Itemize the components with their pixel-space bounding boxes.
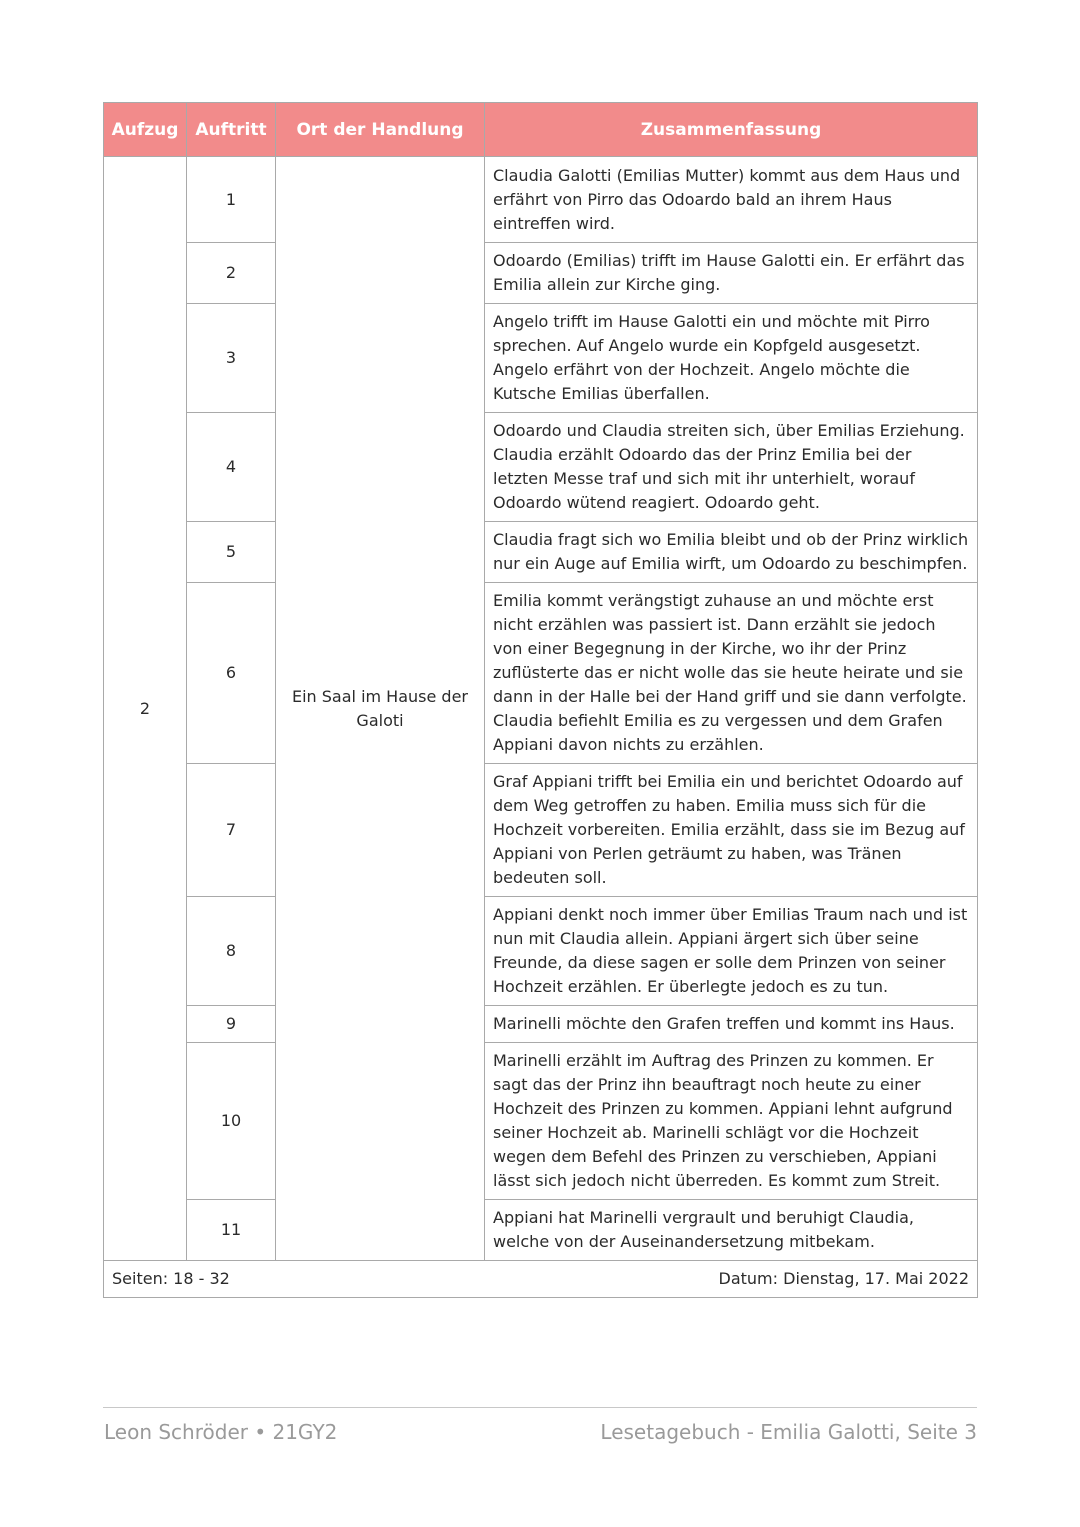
aufzug-number: 2 [104,157,187,1261]
auftritt-number: 7 [187,764,276,897]
auftritt-number: 5 [187,522,276,583]
entry-date: Datum: Dienstag, 17. Mai 2022 [718,1269,969,1288]
header-auftritt: Auftritt [187,103,276,157]
scene-table [103,102,978,1298]
auftritt-number: 4 [187,413,276,522]
header-ort: Ort der Handlung [276,103,485,157]
summary-text: Emilia kommt verängstigt zuhause an und möchte erst nicht erzählen was passiert ist. Dann erzählt sie jedoch von einer Begegnung in der Kirche, wo ihr der Prinz zuflüsterte das er nicht wolle das sie heute heirate und sie dann in der Halle bei der Hand griff und sie dann verfolgte. Claudia befiehlt Emilia es zu vergessen und dem Grafen Appiani davon nichts zu erzählen. [485,583,978,764]
table-row [104,522,978,583]
table-footer-cell [104,1261,978,1298]
auftritt-number: 1 [187,157,276,243]
author-class: Leon Schröder • 21GY2 [104,1420,338,1444]
summary-text: Appiani hat Marinelli vergrault und beruhigt Claudia, welche von der Auseinandersetzung mitbekam. [485,1200,978,1261]
header-summary: Zusammenfassung [485,103,978,157]
table-header-row [104,103,978,157]
summary-text: Graf Appiani trifft bei Emilia ein und berichtet Odoardo auf dem Weg getroffen zu haben. Emilia muss sich für die Hochzeit vorbereiten. Emilia erzählt, dass sie im Bezug auf Appiani von Perlen geträumt zu haben, was Tränen bedeuten soll. [485,764,978,897]
auftritt-number: 2 [187,243,276,304]
footer-divider [103,1407,977,1408]
ort-der-handlung: Ein Saal im Hause der Galoti [276,157,485,1261]
summary-text: Angelo trifft im Hause Galotti ein und möchte mit Pirro sprechen. Auf Angelo wurde ein Kopfgeld ausgesetzt. Angelo erfährt von der Hochzeit. Angelo möchte die Kutsche Emilias überfallen. [485,304,978,413]
table-row [104,583,978,764]
auftritt-number: 8 [187,897,276,1006]
auftritt-number: 6 [187,583,276,764]
auftritt-number: 9 [187,1006,276,1043]
table-row [104,243,978,304]
summary-text: Marinelli erzählt im Auftrag des Prinzen zu kommen. Er sagt das der Prinz ihn beauftragt noch heute zu einer Hochzeit des Prinzen zu kommen. Appiani lehnt aufgrund seiner Hochzeit ab. Marinelli schlägt vor die Hochzeit wegen dem Befehl des Prinzen zu verschieben, Appiani lässt sich jedoch nicht überreden. Es kommt zum Streit. [485,1043,978,1200]
document-title-page: Lesetagebuch - Emilia Galotti, Seite 3 [600,1420,977,1444]
summary-text: Claudia fragt sich wo Emilia bleibt und ob der Prinz wirklich nur ein Auge auf Emilia wirft, um Odoardo zu beschimpfen. [485,522,978,583]
table-row [104,157,978,243]
table-row [104,1006,978,1043]
page-footer [104,1420,977,1444]
pages-range: Seiten: 18 - 32 [112,1269,230,1288]
table-row [104,304,978,413]
auftritt-number: 3 [187,304,276,413]
summary-text: Odoardo (Emilias) trifft im Hause Galotti ein. Er erfährt das Emilia allein zur Kirche ging. [485,243,978,304]
auftritt-number: 11 [187,1200,276,1261]
table-row [104,1043,978,1200]
table-row [104,413,978,522]
summary-text: Odoardo und Claudia streiten sich, über Emilias Erziehung. Claudia erzählt Odoardo das der Prinz Emilia bei der letzten Messe traf und sich mit ihr unterhielt, worauf Odoardo wütend reagiert. Odoardo geht. [485,413,978,522]
auftritt-number: 10 [187,1043,276,1200]
header-aufzug: Aufzug [104,103,187,157]
table-row [104,764,978,897]
summary-text: Marinelli möchte den Grafen treffen und kommt ins Haus. [485,1006,978,1043]
summary-text: Claudia Galotti (Emilias Mutter) kommt aus dem Haus und erfährt von Pirro das Odoardo bald an ihrem Haus eintreffen wird. [485,157,978,243]
table-footer-row [104,1261,978,1298]
table-row [104,1200,978,1261]
table-body [104,157,978,1261]
table-footer [112,1267,969,1291]
summary-text: Appiani denkt noch immer über Emilias Traum nach und ist nun mit Claudia allein. Appiani ärgert sich über seine Freunde, da diese sagen er solle dem Prinzen von seiner Hochzeit erzählen. Er überlegte jedoch es zu tun. [485,897,978,1006]
table-row [104,897,978,1006]
